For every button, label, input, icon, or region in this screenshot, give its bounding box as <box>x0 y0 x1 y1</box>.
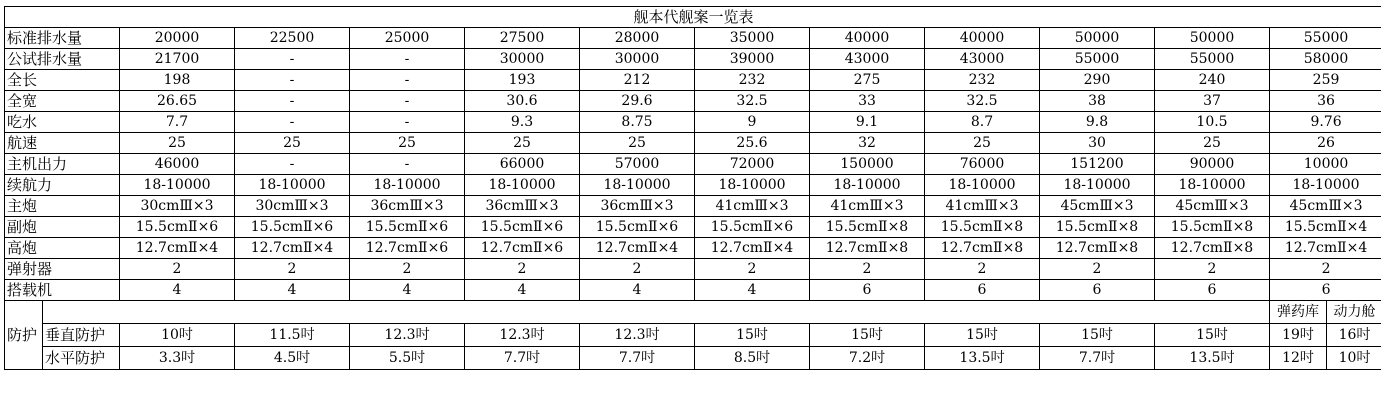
table-cell: 33 <box>810 91 925 112</box>
table-cell: 7.7 <box>120 112 235 133</box>
protection-header-blank <box>43 301 1270 324</box>
table-cell: 15.5cmⅡ×4 <box>1270 217 1381 238</box>
table-cell: 12.7cmⅡ×6 <box>350 238 465 259</box>
row-label: 全宽 <box>5 91 120 112</box>
table-cell: 32.5 <box>695 91 810 112</box>
table-cell: 290 <box>1040 70 1155 91</box>
table-row <box>5 259 1381 280</box>
table-cell: 9.3 <box>465 112 580 133</box>
table-cell: 12.7cmⅡ×8 <box>810 238 925 259</box>
table-cell: 18-10000 <box>1040 175 1155 196</box>
table-cell: 12.3吋 <box>350 324 465 347</box>
table-cell: 7.7吋 <box>465 347 580 370</box>
table-cell: 4 <box>235 280 350 301</box>
protection-row-vertical <box>5 324 1381 347</box>
table-cell: 30cmⅢ×3 <box>120 196 235 217</box>
table-cell: 36cmⅢ×3 <box>465 196 580 217</box>
protection-subheader: 弹药库 <box>1270 301 1327 324</box>
table-cell: 6 <box>925 280 1040 301</box>
table-cell: 15.5cmⅡ×6 <box>120 217 235 238</box>
table-cell: 36cmⅢ×3 <box>580 196 695 217</box>
table-cell: 25 <box>1155 133 1270 154</box>
table-cell: 39000 <box>695 49 810 70</box>
table-cell: 12.7cmⅡ×8 <box>1040 238 1155 259</box>
row-label: 高炮 <box>5 238 120 259</box>
table-cell: 15.5cmⅡ×8 <box>1040 217 1155 238</box>
table-cell: 6 <box>1155 280 1270 301</box>
table-cell: 22500 <box>235 28 350 49</box>
table-cell: 72000 <box>695 154 810 175</box>
table-cell: 18-10000 <box>120 175 235 196</box>
table-cell: - <box>235 70 350 91</box>
table-cell: 12.7cmⅡ×4 <box>695 238 810 259</box>
table-cell: 35000 <box>695 28 810 49</box>
table-cell: 36cmⅢ×3 <box>350 196 465 217</box>
table-cell: - <box>350 112 465 133</box>
table-cell: 2 <box>1040 259 1155 280</box>
table-cell: 15.5cmⅡ×6 <box>695 217 810 238</box>
row-label: 搭载机 <box>5 280 120 301</box>
table-cell: 30cmⅢ×3 <box>235 196 350 217</box>
table-cell: 11.5吋 <box>235 324 350 347</box>
table-cell: 150000 <box>810 154 925 175</box>
table-cell: 25 <box>120 133 235 154</box>
row-label: 续航力 <box>5 175 120 196</box>
table-cell: 12.7cmⅡ×4 <box>1270 238 1381 259</box>
table-cell: 25 <box>465 133 580 154</box>
table-row <box>5 49 1381 70</box>
table-cell: 12.7cmⅡ×4 <box>235 238 350 259</box>
table-cell: 2 <box>1270 259 1381 280</box>
table-cell: 2 <box>465 259 580 280</box>
table-cell: 193 <box>465 70 580 91</box>
table-cell: 4 <box>465 280 580 301</box>
table-cell: 25 <box>235 133 350 154</box>
table-cell: 15.5cmⅡ×8 <box>925 217 1040 238</box>
table-cell: 46000 <box>120 154 235 175</box>
table-cell: 12.7cmⅡ×4 <box>120 238 235 259</box>
table-cell: 28000 <box>580 28 695 49</box>
table-cell: - <box>235 91 350 112</box>
table-cell: 9.8 <box>1040 112 1155 133</box>
table-cell: 151200 <box>1040 154 1155 175</box>
table-cell: - <box>235 49 350 70</box>
table-cell: 18-10000 <box>580 175 695 196</box>
table-cell: 2 <box>1155 259 1270 280</box>
table-cell: 18-10000 <box>235 175 350 196</box>
protection-group-label: 防护 <box>5 301 43 370</box>
table-cell: 18-10000 <box>465 175 580 196</box>
table-cell: 12吋 <box>1270 347 1327 370</box>
table-cell: 15.5cmⅡ×8 <box>810 217 925 238</box>
table-cell: 4 <box>580 280 695 301</box>
table-cell: 13.5吋 <box>925 347 1040 370</box>
table-row <box>5 91 1381 112</box>
table-cell: 57000 <box>580 154 695 175</box>
table-cell: 50000 <box>1155 28 1270 49</box>
table-cell: 6 <box>1040 280 1155 301</box>
table-cell: 10吋 <box>120 324 235 347</box>
table-cell: 25.6 <box>695 133 810 154</box>
table-cell: 43000 <box>810 49 925 70</box>
comparison-sheet <box>4 6 1376 406</box>
table-cell: 25000 <box>350 28 465 49</box>
table-cell: 7.2吋 <box>810 347 925 370</box>
protection-header-row <box>5 301 1381 324</box>
table-cell: 259 <box>1270 70 1381 91</box>
table-cell: 30 <box>1040 133 1155 154</box>
table-cell: 10.5 <box>1155 112 1270 133</box>
table-row <box>5 112 1381 133</box>
table-row <box>5 175 1381 196</box>
table-cell: 18-10000 <box>350 175 465 196</box>
table-cell: 4 <box>695 280 810 301</box>
design-comparison-table <box>4 6 1381 370</box>
table-cell: 9.76 <box>1270 112 1381 133</box>
table-cell: 66000 <box>465 154 580 175</box>
row-label: 主炮 <box>5 196 120 217</box>
table-cell: 15.5cmⅡ×6 <box>235 217 350 238</box>
table-cell: 55000 <box>1040 49 1155 70</box>
row-label: 主机出力 <box>5 154 120 175</box>
table-cell: - <box>350 91 465 112</box>
table-cell: - <box>235 112 350 133</box>
row-label: 全长 <box>5 70 120 91</box>
protection-row-label: 垂直防护 <box>43 324 120 347</box>
table-cell: 6 <box>1270 280 1381 301</box>
table-cell: 30000 <box>580 49 695 70</box>
row-label: 标准排水量 <box>5 28 120 49</box>
table-cell: 37 <box>1155 91 1270 112</box>
table-cell: 15吋 <box>1040 324 1155 347</box>
table-cell: 30000 <box>465 49 580 70</box>
table-cell: 41cmⅢ×3 <box>810 196 925 217</box>
table-cell: 16吋 <box>1327 324 1381 347</box>
table-row <box>5 70 1381 91</box>
table-cell: 4 <box>120 280 235 301</box>
table-cell: 32 <box>810 133 925 154</box>
table-row <box>5 280 1381 301</box>
table-cell: 8.5吋 <box>695 347 810 370</box>
table-cell: 18-10000 <box>1155 175 1270 196</box>
table-cell: 12.3吋 <box>580 324 695 347</box>
table-cell: - <box>350 154 465 175</box>
table-cell: 198 <box>120 70 235 91</box>
table-cell: 2 <box>580 259 695 280</box>
table-cell: 25 <box>925 133 1040 154</box>
table-cell: 15.5cmⅡ×8 <box>1155 217 1270 238</box>
table-cell: 4 <box>350 280 465 301</box>
table-cell: 15.5cmⅡ×6 <box>580 217 695 238</box>
table-cell: 21700 <box>120 49 235 70</box>
table-cell: 8.7 <box>925 112 1040 133</box>
table-cell: 40000 <box>810 28 925 49</box>
table-cell: 12.7cmⅡ×8 <box>1155 238 1270 259</box>
table-cell: 29.6 <box>580 91 695 112</box>
title-row <box>5 7 1381 28</box>
table-cell: 5.5吋 <box>350 347 465 370</box>
table-cell: 18-10000 <box>810 175 925 196</box>
table-cell: 15.5cmⅡ×6 <box>350 217 465 238</box>
table-cell: 26.65 <box>120 91 235 112</box>
table-cell: 12.7cmⅡ×4 <box>580 238 695 259</box>
table-body <box>5 7 1381 370</box>
table-cell: - <box>350 49 465 70</box>
table-cell: 232 <box>695 70 810 91</box>
table-cell: 25 <box>350 133 465 154</box>
table-cell: 45cmⅢ×3 <box>1270 196 1381 217</box>
table-cell: 36 <box>1270 91 1381 112</box>
table-cell: 2 <box>235 259 350 280</box>
table-cell: 15吋 <box>925 324 1040 347</box>
table-cell: 6 <box>810 280 925 301</box>
table-cell: 55000 <box>1155 49 1270 70</box>
table-cell: 76000 <box>925 154 1040 175</box>
table-cell: 26 <box>1270 133 1381 154</box>
table-cell: 38 <box>1040 91 1155 112</box>
table-cell: 27500 <box>465 28 580 49</box>
table-cell: 3.3吋 <box>120 347 235 370</box>
protection-subheader: 动力舱 <box>1327 301 1381 324</box>
table-cell: 15吋 <box>810 324 925 347</box>
table-cell: 12.7cmⅡ×8 <box>925 238 1040 259</box>
protection-row-label: 水平防护 <box>43 347 120 370</box>
table-cell: 15.5cmⅡ×6 <box>465 217 580 238</box>
table-cell: - <box>235 154 350 175</box>
table-cell: 41cmⅢ×3 <box>695 196 810 217</box>
table-cell: 45cmⅢ×3 <box>1040 196 1155 217</box>
table-cell: 8.75 <box>580 112 695 133</box>
table-cell: 40000 <box>925 28 1040 49</box>
table-title: 舰本代舰案一览表 <box>5 7 1381 28</box>
table-cell: 240 <box>1155 70 1270 91</box>
table-cell: 232 <box>925 70 1040 91</box>
table-cell: - <box>350 70 465 91</box>
table-row <box>5 238 1381 259</box>
table-cell: 19吋 <box>1270 324 1327 347</box>
table-cell: 15吋 <box>1155 324 1270 347</box>
table-cell: 32.5 <box>925 91 1040 112</box>
table-cell: 58000 <box>1270 49 1381 70</box>
table-cell: 18-10000 <box>925 175 1040 196</box>
table-cell: 30.6 <box>465 91 580 112</box>
table-cell: 2 <box>695 259 810 280</box>
table-cell: 41cmⅢ×3 <box>925 196 1040 217</box>
table-cell: 90000 <box>1155 154 1270 175</box>
table-cell: 45cmⅢ×3 <box>1155 196 1270 217</box>
table-cell: 13.5吋 <box>1155 347 1270 370</box>
table-row <box>5 133 1381 154</box>
table-cell: 43000 <box>925 49 1040 70</box>
table-cell: 275 <box>810 70 925 91</box>
row-label: 航速 <box>5 133 120 154</box>
table-cell: 2 <box>810 259 925 280</box>
table-cell: 20000 <box>120 28 235 49</box>
table-cell: 9 <box>695 112 810 133</box>
table-cell: 7.7吋 <box>580 347 695 370</box>
row-label: 公试排水量 <box>5 49 120 70</box>
row-label: 副炮 <box>5 217 120 238</box>
table-cell: 2 <box>350 259 465 280</box>
table-row <box>5 154 1381 175</box>
table-cell: 12.7cmⅡ×6 <box>465 238 580 259</box>
table-cell: 55000 <box>1270 28 1381 49</box>
protection-row-horizontal <box>5 347 1381 370</box>
table-cell: 2 <box>120 259 235 280</box>
table-cell: 2 <box>925 259 1040 280</box>
table-cell: 15吋 <box>695 324 810 347</box>
table-cell: 50000 <box>1040 28 1155 49</box>
table-cell: 4.5吋 <box>235 347 350 370</box>
table-row <box>5 28 1381 49</box>
table-row <box>5 196 1381 217</box>
table-cell: 212 <box>580 70 695 91</box>
table-cell: 18-10000 <box>695 175 810 196</box>
table-cell: 7.7吋 <box>1040 347 1155 370</box>
table-row <box>5 217 1381 238</box>
table-cell: 10吋 <box>1327 347 1381 370</box>
row-label: 吃水 <box>5 112 120 133</box>
table-cell: 25 <box>580 133 695 154</box>
table-cell: 10000 <box>1270 154 1381 175</box>
table-cell: 9.1 <box>810 112 925 133</box>
row-label: 弹射器 <box>5 259 120 280</box>
table-cell: 18-10000 <box>1270 175 1381 196</box>
table-cell: 12.3吋 <box>465 324 580 347</box>
